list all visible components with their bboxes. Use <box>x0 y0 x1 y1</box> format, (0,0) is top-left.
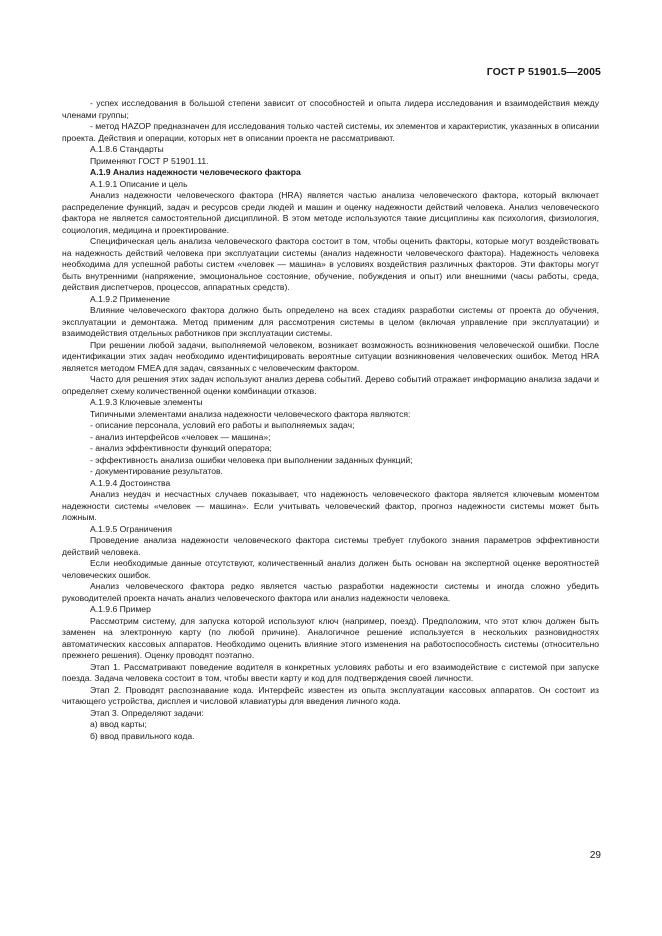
paragraph: Этап 2. Проводят распознавание кода. Интерфейс известен из опыта эксплуатации кассовых аппаратов. Он состоит из читающего устройства, дисплея и числовой клавиатуры для введения личного кода. <box>62 684 599 706</box>
paragraph: - метод HAZOP предназначен для исследования только частей системы, их элементов и характеристик, указанных в описании проекта. Действия и операции, которых нет в описании проекта не рассматривают. <box>62 121 599 143</box>
section-heading: А.1.9.3 Ключевые элементы <box>90 397 203 407</box>
paragraph: Этап 1. Рассматривают поведение водителя в конкретных условиях работы и его взаимодействие с системой при запуске поезда. Задача человека состоит в том, чтобы ввести карту и код для подтверждения своей личности. <box>62 661 599 683</box>
standard-code-header: ГОСТ Р 51901.5—2005 <box>486 66 601 78</box>
section-heading: А.1.8.6 Стандарты <box>90 144 164 154</box>
page-number: 29 <box>589 850 601 861</box>
section-heading: А.1.9.6 Пример <box>90 604 151 614</box>
document-body <box>62 98 599 742</box>
paragraph: При решении любой задачи, выполняемой человеком, возникает возможность возникновения человеческой ошибки. После идентификации этих задач необходимо идентифицировать вероятные ситуации возникновения человеческих ошибок. Метод HRA является методом FMEA для задач, связанных с человеческим фактором. <box>62 339 599 373</box>
paragraph: Влияние человеческого фактора должно быть определено на всех стадиях разработки системы от проекта до обучения, эксплуатации и демонтажа. Метод применим для рассмотрения системы в целом (включая управление при эксплуатации) и взаимодействия отдельных работников при эксплуатации системы. <box>62 305 599 338</box>
paragraph: Этап 3. Определяют задачи: <box>90 707 204 718</box>
section-heading: А.1.9.4 Достоинства <box>90 477 171 488</box>
list-item: - анализ интерфейсов «человек — машина»; <box>90 431 271 442</box>
paragraph: Проведение анализа надежности человеческого фактора системы требует глубокого знания параметров эффективности действий человека. <box>62 535 599 557</box>
paragraph: Анализ неудач и несчастных случаев показывает, что надежность человеческого фактора является ключевым моментом надежности системы «человек — машина». Если учитывать человеческий фактор, прогноз надежности системы может быть ложным. <box>62 489 599 522</box>
paragraph: Часто для решения этих задач используют анализ дерева событий. Дерево событий отражает информацию анализа задачи и определяет схему количественной оценки комбинации отказов. <box>62 374 599 396</box>
list-item: - описание персонала, условий его работы и выполняемых задач; <box>90 420 355 430</box>
section-heading: А.1.9.2 Применение <box>90 293 170 304</box>
section-heading: А.1.9.5 Ограничения <box>90 523 173 534</box>
list-item: б) ввод правильного кода. <box>90 730 195 741</box>
paragraph: - успех исследования в большой степени зависит от способностей и опыта лидера исследования и взаимодействия между членами группы; <box>62 98 599 120</box>
paragraph: Специфическая цель анализа человеческого фактора состоит в том, чтобы оценить факторы, которые могут воздействовать на надежность действий человека при эксплуатации системы (анализ надежности человеческого фактора). Надежность человека необходима для успешной работы систем «человек — машина» в условиях воздействия различных факторов. Эти факторы могут быть внутренними (напряжение, эмоциональное состояние, обучение, побуждения и опыт) или внешними (часы работы, среда, действия диспетчеров, процессов, аппаратных средств). <box>62 236 599 292</box>
paragraph: Рассмотрим систему, для запуска которой используют ключ (например, поезд). Предположим, что этот ключ должен быть заменен на электронную карту (по любой причине). Аналогичное решение используется в нескольких разновидностях автоматических кассовых аппаратов. Необходимо оценить влияние этого изменения на работоспособность системы (относительно прежнего решения). Оценку проводят поэтапно. <box>62 615 599 660</box>
list-item: - анализ эффективности функций оператора; <box>90 443 272 453</box>
section-heading-bold: А.1.9 Анализ надежности человеческого фактора <box>90 167 301 177</box>
list-item: - документирование результатов. <box>90 466 223 476</box>
paragraph: Если необходимые данные отсутствуют, количественный анализ должен быть основан на экспертной оценке вероятностей человеческих ошибок. <box>62 558 599 580</box>
section-heading: А.1.9.1 Описание и цель <box>90 178 188 189</box>
list-item: а) ввод карты; <box>90 719 147 729</box>
list-item: - эффективность анализа ошибки человека при выполнении заданных функций; <box>90 454 413 465</box>
paragraph: Анализ человеческого фактора редко является частью разработки надежности системы и иногда сложно убедить руководителей проекта начать анализ человеческого фактора или анализ надежности человека. <box>62 581 599 603</box>
paragraph: Анализ надежности человеческого фактора (HRA) является частью анализа человеческого фактора, который включает распределение функций, задач и ресурсов среди людей и машин и оценку надежности действий человека. Анализ человеческого фактора не является самостоятельной дисциплиной. В этом методе используются такие дисциплины как психология, физиология, социология, медицина и проектирование. <box>62 190 599 235</box>
paragraph: Типичными элементами анализа надежности человеческого фактора являются: <box>90 408 411 419</box>
paragraph: Применяют ГОСТ Р 51901.11. <box>90 155 209 166</box>
